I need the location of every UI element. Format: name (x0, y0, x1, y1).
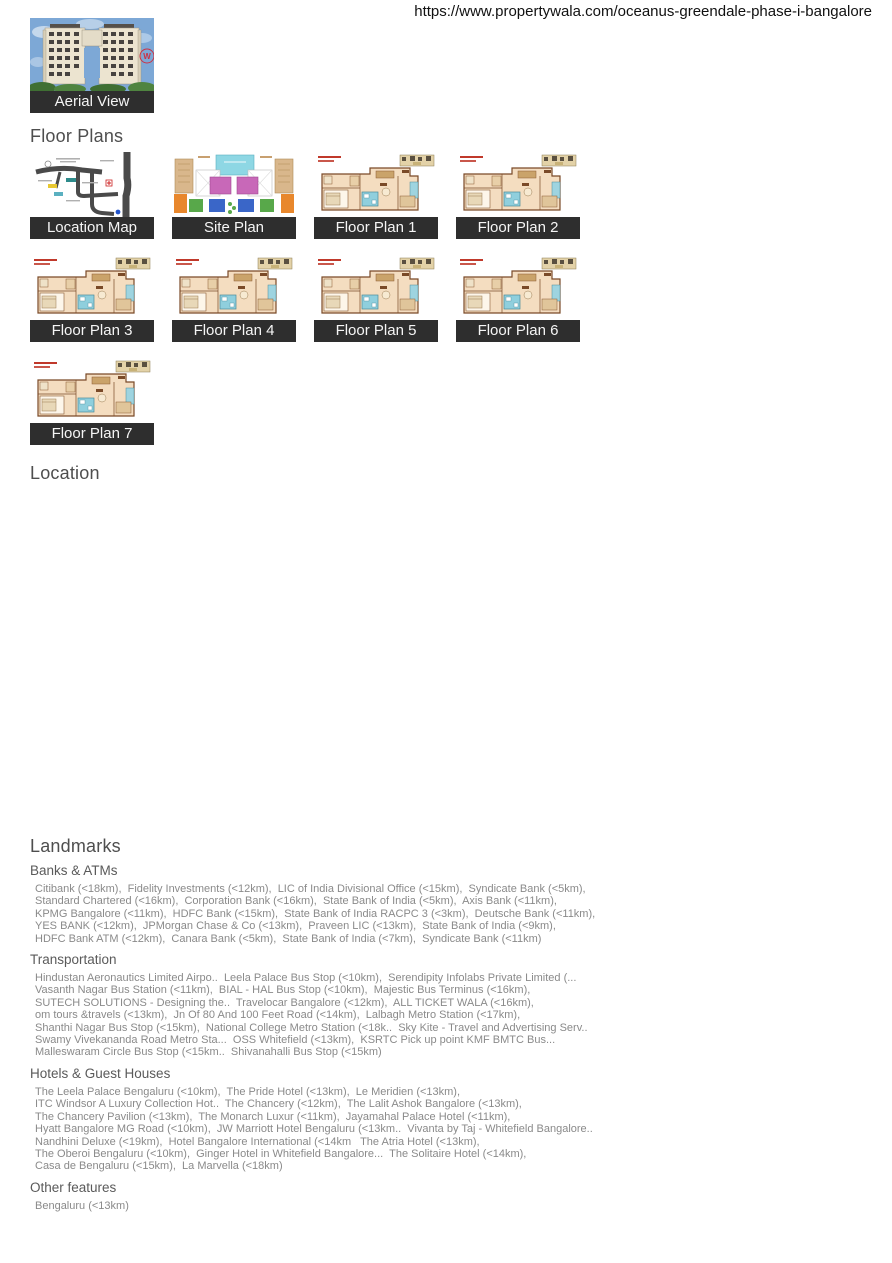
gallery-item-site-plan[interactable] (172, 152, 296, 239)
floor-plans-grid (30, 152, 580, 445)
landmarks-heading: Landmarks (30, 836, 121, 856)
floor-plan-4-thumbnail-image (172, 255, 296, 320)
aerial-view-caption: Aerial View (30, 91, 154, 113)
svg-text:W: W (143, 52, 151, 61)
landmark-line: The Chancery Pavilion (<13km), The Monarch Luxur (<11km), Jayamahal Palace Hotel (<11km), (35, 1110, 511, 1123)
floor-plan-6-caption: Floor Plan 6 (456, 320, 580, 342)
landmark-line: The Leela Palace Bengaluru (<10km), The Pride Hotel (<13km), Le Meridien (<13km), (35, 1085, 461, 1098)
floor-plan-4-caption: Floor Plan 4 (172, 320, 296, 342)
building-aerial-illustration (30, 18, 154, 91)
floor-plan-3-thumbnail-image (30, 255, 154, 320)
floor-plan-illustration (456, 255, 580, 320)
location-map-thumbnail-image (30, 152, 154, 217)
gallery-item-floor-plan-4[interactable] (172, 255, 296, 342)
floor-plan-illustration (456, 152, 580, 217)
gallery-item-floor-plan-3[interactable] (30, 255, 154, 342)
floor-plans-heading: Floor Plans (30, 126, 124, 146)
landmark-group-title-transportation: Transportation (30, 952, 117, 968)
landmark-group-transportation (30, 952, 862, 1059)
gallery-item-floor-plan-6[interactable] (456, 255, 580, 342)
floor-plan-illustration (30, 255, 154, 320)
gallery-item-floor-plan-7[interactable] (30, 358, 154, 445)
site-plan-caption: Site Plan (172, 217, 296, 239)
gallery-item-aerial-view[interactable] (30, 18, 154, 113)
landmark-group-other-features (30, 1180, 862, 1212)
landmark-line: Standard Chartered (<16km), Corporation Bank (<16km), State Bank of India (<5km), Axis Bank (<11km), (35, 895, 557, 908)
landmark-line: Shanthi Nagar Bus Stop (<15km), National College Metro Station (<18k.. Sky Kite - Travel and Advertising Serv.. (35, 1021, 588, 1034)
gallery-item-floor-plan-5[interactable] (314, 255, 438, 342)
landmark-groups (30, 863, 862, 1212)
location-map-area[interactable] (30, 484, 862, 836)
landmark-line: Hyatt Bangalore MG Road (<10km), JW Marriott Hotel Bengaluru (<13km.. Vivanta by Taj - Whitefield Bangalore.. (35, 1123, 593, 1136)
floor-plan-7-thumbnail-image (30, 358, 154, 423)
floor-plan-illustration (30, 358, 154, 423)
landmark-line: YES BANK (<12km), JPMorgan Chase & Co (<13km), Praveen LIC (<13km), State Bank of India (<9km), (35, 920, 556, 933)
landmark-line: SUTECH SOLUTIONS - Designing the.. Travelocar Bangalore (<12km), ALL TICKET WALA (<16km), (35, 996, 534, 1009)
landmark-line: Malleswaram Circle Bus Stop (<15km.. Shivanahalli Bus Stop (<15km) (35, 1046, 382, 1059)
floor-plan-1-caption: Floor Plan 1 (314, 217, 438, 239)
landmark-group-title-hotels-guest-houses: Hotels & Guest Houses (30, 1065, 171, 1081)
floor-plan-6-thumbnail-image (456, 255, 580, 320)
floor-plan-2-thumbnail-image (456, 152, 580, 217)
landmark-group-title-other-features: Other features (30, 1179, 117, 1195)
floor-plan-1-thumbnail-image (314, 152, 438, 217)
landmark-line: om tours &travels (<13km), Jn Of 80 And 100 Feet Road (<14km), Lalbagh Metro Station (<17km), (35, 1009, 521, 1022)
landmark-line: HDFC Bank ATM (<12km), Canara Bank (<5km), State Bank of India (<7km), Syndicate Bank (<11km) (35, 932, 542, 945)
floor-plan-5-caption: Floor Plan 5 (314, 320, 438, 342)
landmark-group-hotels-guest-houses (30, 1066, 862, 1173)
floor-plan-illustration (314, 255, 438, 320)
site-plan-thumbnail-image (172, 152, 296, 217)
gallery-item-location-map[interactable] (30, 152, 154, 239)
landmark-line: Nandhini Deluxe (<19km), Hotel Bangalore International (<14km The Atria Hotel (<13km), (35, 1135, 480, 1148)
landmark-group-title-banks-atms: Banks & ATMs (30, 863, 118, 878)
landmark-line: The Oberoi Bengaluru (<10km), Ginger Hotel in Whitefield Bangalore... The Solitaire Hotel (<14km), (35, 1147, 527, 1160)
aerial-view-image (30, 18, 154, 91)
floor-plan-7-caption: Floor Plan 7 (30, 423, 154, 445)
page-url-header: https://www.propertywala.com/oceanus-greendale-phase-i-bangalore (414, 3, 872, 20)
landmark-line: Swamy Vivekananda Road Metro Sta... OSS Whitefield (<13km), KSRTC Pick up point KMF BMTC Bus... (35, 1034, 556, 1047)
floor-plan-3-caption: Floor Plan 3 (30, 320, 154, 342)
landmark-line: Bengaluru (<13km) (35, 1199, 129, 1212)
landmark-line: ITC Windsor A Luxury Collection Hot.. The Chancery (<12km), The Lalit Ashok Bangalore (<13km), (35, 1098, 522, 1111)
floor-plan-illustration (314, 152, 438, 217)
location-heading: Location (30, 463, 100, 483)
floor-plan-2-caption: Floor Plan 2 (456, 217, 580, 239)
location-map-caption: Location Map (30, 217, 154, 239)
landmark-group-banks-atms (30, 863, 862, 945)
floor-plan-5-thumbnail-image (314, 255, 438, 320)
landmark-line: Casa de Bengaluru (<15km), La Marvella (<18km) (35, 1160, 283, 1173)
location-map-illustration (30, 152, 154, 217)
landmark-line: KPMG Bangalore (<11km), HDFC Bank (<15km), State Bank of India RACPC 3 (<3km), Deutsche Bank (<11km), (35, 907, 596, 920)
floor-plan-illustration (172, 255, 296, 320)
landmark-line: Citibank (<18km), Fidelity Investments (<12km), LIC of India Divisional Office (<15km), Syndicate Bank (<5km), (35, 883, 586, 895)
site-plan-illustration (172, 152, 296, 217)
landmark-line: Hindustan Aeronautics Limited Airpo.. Leela Palace Bus Stop (<10km), Serendipity Infolabs Private Limited (... (35, 972, 577, 985)
landmark-line: Vasanth Nagar Bus Station (<11km), BIAL - HAL Bus Stop (<10km), Majestic Bus Terminus (<16km), (35, 984, 531, 997)
gallery-item-floor-plan-1[interactable] (314, 152, 438, 239)
gallery-item-floor-plan-2[interactable] (456, 152, 580, 239)
